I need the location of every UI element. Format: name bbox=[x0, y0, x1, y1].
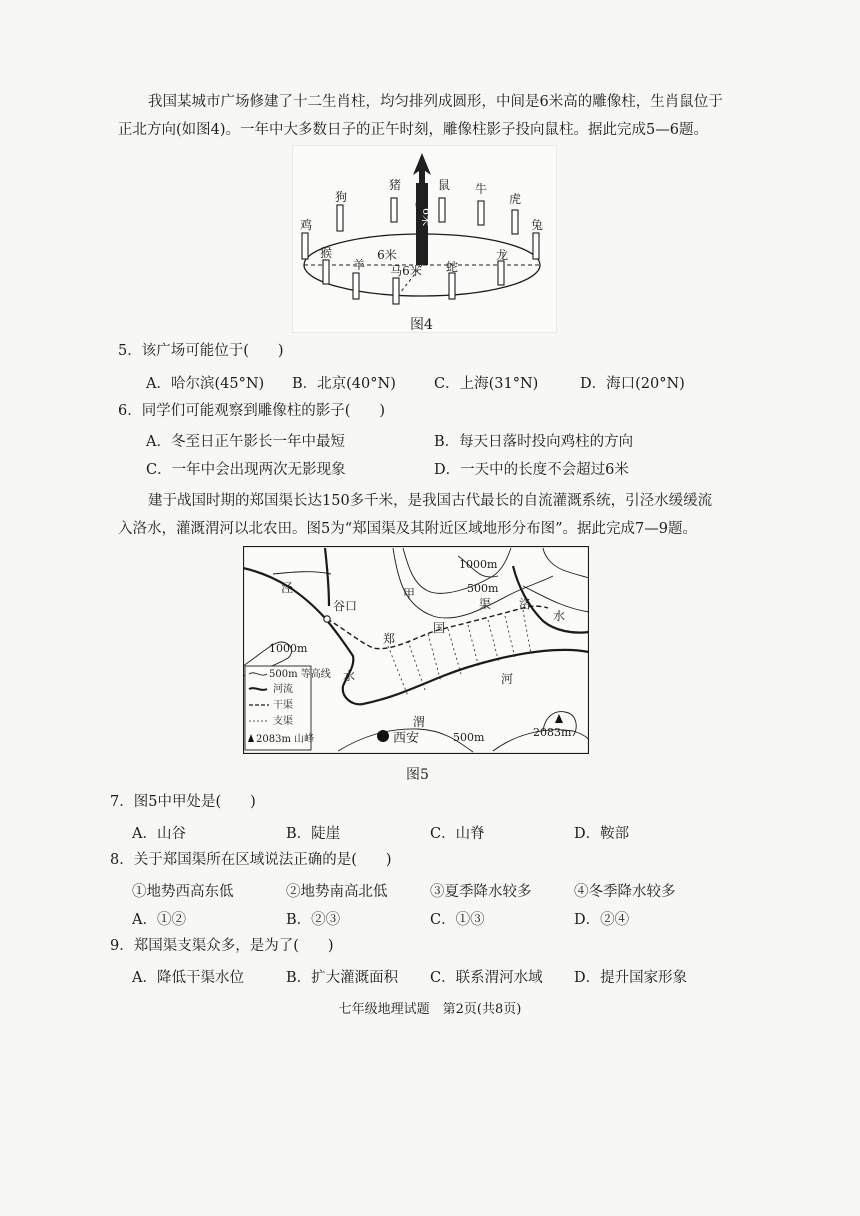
legend-peak: 2083m 山峰 bbox=[256, 734, 315, 745]
zodiac-tu: 兔 bbox=[530, 218, 544, 232]
q7-option-b[interactable]: B．陡崖 bbox=[286, 826, 341, 842]
q7-option-c[interactable]: C．山脊 bbox=[430, 826, 485, 842]
q7-option-d[interactable]: D．鞍部 bbox=[574, 826, 630, 842]
q8-statement-2: ②地势南高北低 bbox=[286, 884, 388, 900]
q6-option-d[interactable]: D．一天中的长度不会超过6米 bbox=[434, 462, 629, 478]
label-guo: 国 bbox=[433, 621, 446, 635]
zodiac-zhu: 猪 bbox=[388, 178, 402, 192]
label-he: 河 bbox=[501, 672, 514, 686]
zodiac-hu: 虎 bbox=[508, 192, 522, 206]
q8-statement-1: ①地势西高东低 bbox=[132, 884, 234, 900]
label-qu: 渠 bbox=[479, 597, 492, 611]
q5-option-c[interactable]: C．上海(31°N) bbox=[434, 376, 539, 392]
label-jing: 泾 bbox=[281, 581, 294, 595]
zodiac-niu: 牛 bbox=[474, 182, 488, 196]
label-shui-right: 水 bbox=[553, 609, 566, 623]
q9-option-c[interactable]: C．联系渭河水域 bbox=[430, 970, 543, 986]
zodiac-hou: 猴 bbox=[319, 246, 333, 260]
passage1-line1: 我国某城市广场修建了十二生肖柱，均匀排列成圆形，中间是6米高的雕像柱，生肖鼠位于 bbox=[148, 94, 723, 110]
passage2-line2: 入洛水，灌溉渭河以北农田。图5为“郑国渠及其附近区域地形分布图”。据此完成7—9题。 bbox=[118, 521, 697, 537]
passage2-line1: 建于战国时期的郑国渠长达150多千米，是我国古代最长的自流灌溉系统，引泾水缓缓流 bbox=[148, 493, 713, 509]
q6-option-c[interactable]: C．一年中会出现两次无影现象 bbox=[146, 462, 346, 478]
zodiac-shu: 鼠 bbox=[437, 178, 451, 192]
label-peak: 2083m bbox=[533, 726, 572, 739]
q5-option-a[interactable]: A．哈尔滨(45°N) bbox=[146, 376, 265, 392]
figure-4-drawing bbox=[292, 145, 557, 333]
figure5-caption: 图5 bbox=[406, 767, 429, 783]
label-1000-left: 1000m bbox=[269, 642, 308, 655]
label-shui-left: 水 bbox=[343, 669, 356, 683]
legend-branch-canal: 支渠 bbox=[273, 716, 293, 727]
q5-option-b[interactable]: B．北京(40°N) bbox=[292, 376, 396, 392]
zodiac-yang: 羊 bbox=[352, 258, 366, 272]
zodiac-ji: 鸡 bbox=[299, 218, 313, 232]
q7-stem: 7．图5中甲处是( ) bbox=[110, 794, 256, 810]
zodiac-long: 龙 bbox=[495, 248, 509, 262]
q8-statement-3: ③夏季降水较多 bbox=[430, 884, 532, 900]
q5-stem: 5．该广场可能位于( ) bbox=[118, 343, 284, 359]
q8-option-c[interactable]: C．①③ bbox=[430, 912, 485, 928]
figure-5 bbox=[243, 546, 589, 754]
figure-5-map bbox=[243, 546, 589, 754]
q9-stem: 9．郑国渠支渠众多，是为了( ) bbox=[110, 938, 334, 954]
figure-4 bbox=[292, 145, 557, 333]
label-xian: 西安 bbox=[393, 731, 420, 746]
label-radius: 6米 bbox=[377, 248, 397, 262]
zodiac-gou: 狗 bbox=[334, 190, 348, 204]
passage1-line2: 正北方向(如图4)。一年中大多数日子的正午时刻，雕像柱影子投向鼠柱。据此完成5—6题。 bbox=[118, 122, 708, 138]
q6-stem: 6．同学们可能观察到雕像柱的影子( ) bbox=[118, 403, 386, 419]
q9-option-a[interactable]: A．降低干渠水位 bbox=[132, 970, 244, 986]
label-gukou: 谷口 bbox=[333, 599, 358, 613]
label-500-top: 500m bbox=[467, 582, 499, 595]
q8-stem: 8．关于郑国渠所在区域说法正确的是( ) bbox=[110, 852, 392, 868]
label-height: 6米 bbox=[420, 208, 433, 226]
q8-statement-4: ④冬季降水较多 bbox=[574, 884, 676, 900]
q5-option-d[interactable]: D．海口(20°N) bbox=[580, 376, 685, 392]
label-wei: 渭 bbox=[413, 715, 426, 729]
q6-option-a[interactable]: A．冬至日正午影长一年中最短 bbox=[146, 434, 345, 450]
label-1000-top: 1000m bbox=[459, 558, 498, 571]
q9-option-d[interactable]: D．提升国家形象 bbox=[574, 970, 688, 986]
legend-contour: 500m 等高线 bbox=[269, 669, 331, 680]
figure4-caption: 图4 bbox=[410, 317, 433, 333]
label-ma: 马6米 bbox=[390, 264, 422, 278]
q7-option-a[interactable]: A．山谷 bbox=[132, 826, 186, 842]
legend-main-canal: 干渠 bbox=[273, 700, 293, 711]
label-500-bottom: 500m bbox=[453, 731, 485, 744]
label-zheng: 郑 bbox=[383, 632, 396, 646]
q8-option-b[interactable]: B．②③ bbox=[286, 912, 341, 928]
q6-option-b[interactable]: B．每天日落时投向鸡柱的方向 bbox=[434, 434, 634, 450]
zodiac-she: 蛇 bbox=[445, 260, 459, 274]
legend-river: 河流 bbox=[273, 684, 293, 695]
q8-option-d[interactable]: D．②④ bbox=[574, 912, 630, 928]
q8-option-a[interactable]: A．①② bbox=[132, 912, 186, 928]
label-jia: 甲 bbox=[403, 587, 416, 601]
q9-option-b[interactable]: B．扩大灌溉面积 bbox=[286, 970, 399, 986]
label-luo: 洛 bbox=[519, 597, 532, 611]
page-footer: 七年级地理试题 第2页(共8页) bbox=[338, 1002, 522, 1017]
